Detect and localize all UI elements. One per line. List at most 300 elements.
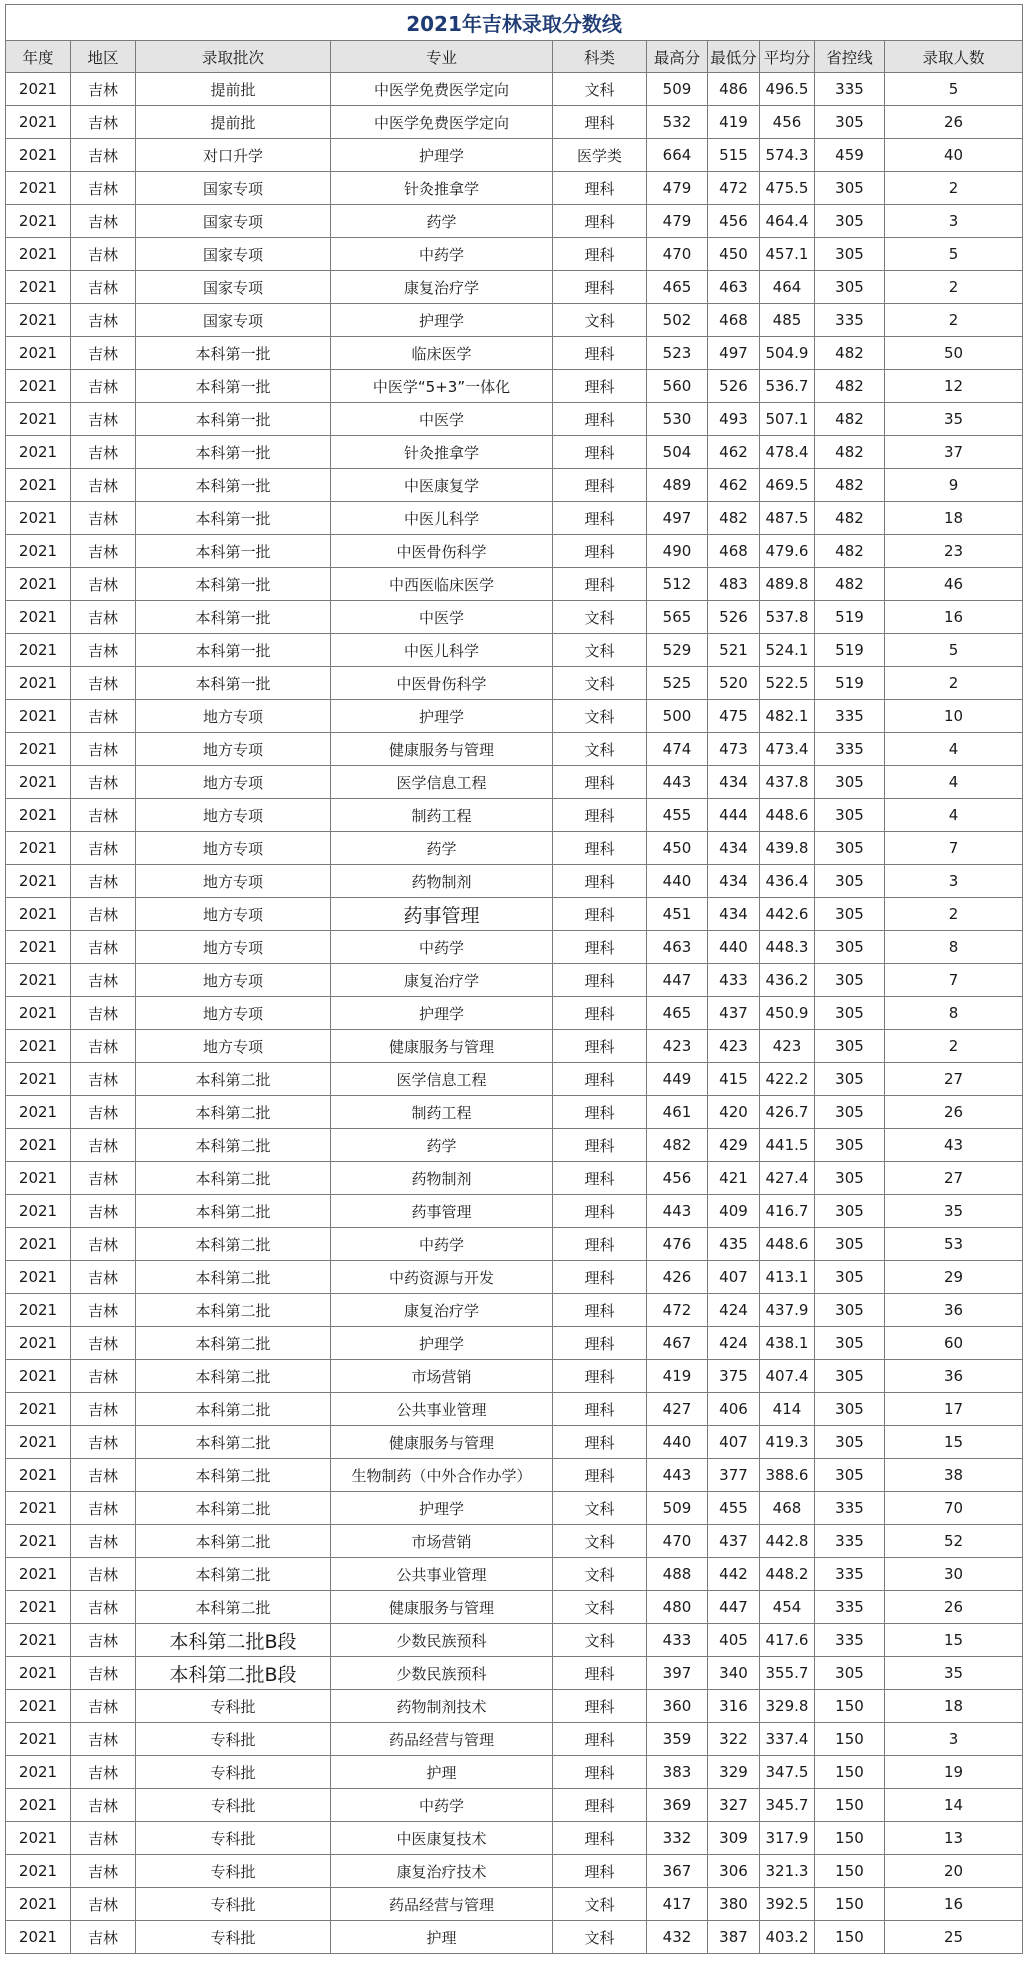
cell-batch: 本科第二批: [136, 1360, 331, 1393]
table-row: [6, 1162, 1023, 1195]
cell-batch: 本科第一批: [136, 337, 331, 370]
cell-avg-score: 478.4: [760, 436, 815, 469]
cell-year: 2021: [6, 799, 71, 832]
cell-max-score: 360: [647, 1690, 708, 1723]
cell-control-line: 482: [815, 469, 885, 502]
cell-year: 2021: [6, 106, 71, 139]
cell-enrolled-count: 37: [885, 436, 1023, 469]
cell-major: 制药工程: [331, 1096, 553, 1129]
table-row: [6, 568, 1023, 601]
cell-enrolled-count: 14: [885, 1789, 1023, 1822]
column-header-major: 专业: [331, 41, 553, 73]
cell-major: 药物制剂: [331, 1162, 553, 1195]
cell-enrolled-count: 35: [885, 1657, 1023, 1690]
column-header-region: 地区: [71, 41, 136, 73]
cell-major: 护理学: [331, 1492, 553, 1525]
cell-batch: 本科第二批B段: [136, 1624, 331, 1657]
cell-min-score: 405: [708, 1624, 760, 1657]
cell-category: 理科: [553, 403, 647, 436]
cell-region: 吉林: [71, 271, 136, 304]
cell-control-line: 150: [815, 1690, 885, 1723]
cell-avg-score: 450.9: [760, 997, 815, 1030]
cell-major: 药品经营与管理: [331, 1723, 553, 1756]
cell-control-line: 305: [815, 1162, 885, 1195]
table-row: [6, 964, 1023, 997]
cell-major: 制药工程: [331, 799, 553, 832]
cell-enrolled-count: 35: [885, 1195, 1023, 1228]
cell-enrolled-count: 5: [885, 634, 1023, 667]
cell-category: 文科: [553, 1624, 647, 1657]
cell-avg-score: 329.8: [760, 1690, 815, 1723]
table-row: [6, 1789, 1023, 1822]
cell-control-line: 305: [815, 799, 885, 832]
table-row: [6, 766, 1023, 799]
cell-control-line: 305: [815, 1030, 885, 1063]
cell-category: 理科: [553, 1030, 647, 1063]
column-header-category: 科类: [553, 41, 647, 73]
cell-min-score: 463: [708, 271, 760, 304]
cell-major: 药品经营与管理: [331, 1888, 553, 1921]
cell-category: 理科: [553, 1393, 647, 1426]
cell-batch: 国家专项: [136, 304, 331, 337]
cell-max-score: 509: [647, 1492, 708, 1525]
cell-major: 中医骨伤科学: [331, 535, 553, 568]
cell-batch: 国家专项: [136, 238, 331, 271]
cell-control-line: 305: [815, 238, 885, 271]
cell-batch: 对口升学: [136, 139, 331, 172]
table-row: [6, 1492, 1023, 1525]
cell-category: 理科: [553, 766, 647, 799]
cell-min-score: 482: [708, 502, 760, 535]
cell-category: 理科: [553, 535, 647, 568]
cell-avg-score: 388.6: [760, 1459, 815, 1492]
cell-batch: 本科第二批: [136, 1492, 331, 1525]
cell-year: 2021: [6, 634, 71, 667]
cell-max-score: 664: [647, 139, 708, 172]
table-row: [6, 1822, 1023, 1855]
cell-avg-score: 504.9: [760, 337, 815, 370]
cell-min-score: 421: [708, 1162, 760, 1195]
cell-control-line: 335: [815, 1624, 885, 1657]
cell-category: 文科: [553, 304, 647, 337]
cell-max-score: 523: [647, 337, 708, 370]
cell-max-score: 455: [647, 799, 708, 832]
cell-batch: 地方专项: [136, 799, 331, 832]
cell-min-score: 442: [708, 1558, 760, 1591]
cell-category: 文科: [553, 1921, 647, 1954]
cell-control-line: 305: [815, 1426, 885, 1459]
cell-max-score: 443: [647, 1195, 708, 1228]
cell-region: 吉林: [71, 1822, 136, 1855]
cell-category: 文科: [553, 1558, 647, 1591]
table-row: [6, 1195, 1023, 1228]
cell-region: 吉林: [71, 898, 136, 931]
cell-year: 2021: [6, 1822, 71, 1855]
cell-year: 2021: [6, 370, 71, 403]
cell-avg-score: 524.1: [760, 634, 815, 667]
cell-major: 康复治疗学: [331, 964, 553, 997]
cell-year: 2021: [6, 865, 71, 898]
cell-category: 理科: [553, 1426, 647, 1459]
cell-avg-score: 487.5: [760, 502, 815, 535]
table-row: [6, 1228, 1023, 1261]
cell-avg-score: 574.3: [760, 139, 815, 172]
cell-region: 吉林: [71, 1030, 136, 1063]
cell-region: 吉林: [71, 1723, 136, 1756]
cell-year: 2021: [6, 832, 71, 865]
column-header-enrolled-count: 录取人数: [885, 41, 1023, 73]
table-row: [6, 1855, 1023, 1888]
cell-year: 2021: [6, 1558, 71, 1591]
cell-region: 吉林: [71, 1459, 136, 1492]
table-row: [6, 1459, 1023, 1492]
cell-max-score: 560: [647, 370, 708, 403]
cell-enrolled-count: 2: [885, 172, 1023, 205]
cell-region: 吉林: [71, 832, 136, 865]
cell-batch: 地方专项: [136, 865, 331, 898]
cell-major: 中西医临床医学: [331, 568, 553, 601]
cell-major: 护理学: [331, 997, 553, 1030]
cell-control-line: 150: [815, 1855, 885, 1888]
cell-max-score: 467: [647, 1327, 708, 1360]
cell-year: 2021: [6, 436, 71, 469]
cell-major: 健康服务与管理: [331, 1426, 553, 1459]
cell-enrolled-count: 36: [885, 1294, 1023, 1327]
cell-min-score: 526: [708, 370, 760, 403]
cell-avg-score: 355.7: [760, 1657, 815, 1690]
cell-max-score: 500: [647, 700, 708, 733]
cell-year: 2021: [6, 205, 71, 238]
cell-batch: 地方专项: [136, 733, 331, 766]
cell-control-line: 335: [815, 304, 885, 337]
cell-enrolled-count: 38: [885, 1459, 1023, 1492]
cell-max-score: 479: [647, 172, 708, 205]
cell-region: 吉林: [71, 238, 136, 271]
cell-min-score: 380: [708, 1888, 760, 1921]
cell-category: 文科: [553, 1492, 647, 1525]
cell-batch: 本科第一批: [136, 469, 331, 502]
cell-category: 理科: [553, 997, 647, 1030]
cell-major: 医学信息工程: [331, 1063, 553, 1096]
cell-category: 理科: [553, 799, 647, 832]
cell-region: 吉林: [71, 1624, 136, 1657]
cell-batch: 本科第二批: [136, 1426, 331, 1459]
cell-year: 2021: [6, 1327, 71, 1360]
cell-year: 2021: [6, 898, 71, 931]
cell-major: 中医学免费医学定向: [331, 106, 553, 139]
cell-enrolled-count: 43: [885, 1129, 1023, 1162]
cell-enrolled-count: 15: [885, 1624, 1023, 1657]
cell-year: 2021: [6, 469, 71, 502]
cell-avg-score: 417.6: [760, 1624, 815, 1657]
cell-min-score: 377: [708, 1459, 760, 1492]
cell-enrolled-count: 7: [885, 832, 1023, 865]
cell-max-score: 451: [647, 898, 708, 931]
cell-year: 2021: [6, 1393, 71, 1426]
cell-batch: 专科批: [136, 1789, 331, 1822]
cell-min-score: 493: [708, 403, 760, 436]
cell-category: 理科: [553, 205, 647, 238]
cell-min-score: 433: [708, 964, 760, 997]
cell-year: 2021: [6, 172, 71, 205]
cell-major: 药学: [331, 205, 553, 238]
cell-batch: 专科批: [136, 1921, 331, 1954]
cell-year: 2021: [6, 667, 71, 700]
cell-control-line: 305: [815, 1228, 885, 1261]
cell-major: 市场营销: [331, 1525, 553, 1558]
cell-avg-score: 448.3: [760, 931, 815, 964]
cell-max-score: 397: [647, 1657, 708, 1690]
cell-batch: 专科批: [136, 1756, 331, 1789]
cell-batch: 地方专项: [136, 964, 331, 997]
cell-category: 理科: [553, 1789, 647, 1822]
table-row: [6, 700, 1023, 733]
cell-category: 文科: [553, 1591, 647, 1624]
cell-max-score: 502: [647, 304, 708, 337]
table-row: [6, 106, 1023, 139]
cell-control-line: 482: [815, 535, 885, 568]
cell-major: 少数民族预科: [331, 1624, 553, 1657]
cell-region: 吉林: [71, 601, 136, 634]
cell-avg-score: 345.7: [760, 1789, 815, 1822]
cell-avg-score: 469.5: [760, 469, 815, 502]
cell-max-score: 504: [647, 436, 708, 469]
cell-region: 吉林: [71, 73, 136, 106]
cell-region: 吉林: [71, 1789, 136, 1822]
cell-category: 文科: [553, 667, 647, 700]
cell-major: 护理学: [331, 700, 553, 733]
cell-min-score: 409: [708, 1195, 760, 1228]
cell-category: 理科: [553, 1723, 647, 1756]
cell-min-score: 327: [708, 1789, 760, 1822]
table-row: [6, 1096, 1023, 1129]
cell-avg-score: 522.5: [760, 667, 815, 700]
cell-major: 药物制剂技术: [331, 1690, 553, 1723]
cell-enrolled-count: 4: [885, 799, 1023, 832]
cell-avg-score: 485: [760, 304, 815, 337]
cell-avg-score: 403.2: [760, 1921, 815, 1954]
table-row: [6, 931, 1023, 964]
cell-avg-score: 537.8: [760, 601, 815, 634]
table-row: [6, 1426, 1023, 1459]
cell-control-line: 150: [815, 1789, 885, 1822]
table-row: [6, 271, 1023, 304]
cell-major: 护理: [331, 1756, 553, 1789]
cell-avg-score: 442.6: [760, 898, 815, 931]
cell-enrolled-count: 19: [885, 1756, 1023, 1789]
cell-control-line: 459: [815, 139, 885, 172]
cell-major: 中医康复学: [331, 469, 553, 502]
table-row: [6, 403, 1023, 436]
cell-year: 2021: [6, 1030, 71, 1063]
cell-enrolled-count: 2: [885, 898, 1023, 931]
cell-enrolled-count: 18: [885, 1690, 1023, 1723]
cell-year: 2021: [6, 1261, 71, 1294]
cell-max-score: 525: [647, 667, 708, 700]
cell-region: 吉林: [71, 1195, 136, 1228]
cell-min-score: 329: [708, 1756, 760, 1789]
cell-major: 中药学: [331, 931, 553, 964]
cell-control-line: 150: [815, 1822, 885, 1855]
cell-year: 2021: [6, 1195, 71, 1228]
table-row: [6, 1690, 1023, 1723]
cell-region: 吉林: [71, 1690, 136, 1723]
table-row: [6, 1591, 1023, 1624]
cell-control-line: 335: [815, 1525, 885, 1558]
cell-enrolled-count: 70: [885, 1492, 1023, 1525]
table-row: [6, 205, 1023, 238]
table-row: [6, 1327, 1023, 1360]
cell-max-score: 443: [647, 1459, 708, 1492]
admission-score-table: [5, 4, 1023, 1954]
cell-batch: 本科第一批: [136, 535, 331, 568]
cell-category: 理科: [553, 568, 647, 601]
table-row: [6, 337, 1023, 370]
cell-avg-score: 423: [760, 1030, 815, 1063]
cell-year: 2021: [6, 1789, 71, 1822]
cell-region: 吉林: [71, 1492, 136, 1525]
cell-year: 2021: [6, 1492, 71, 1525]
cell-avg-score: 437.8: [760, 766, 815, 799]
cell-max-score: 449: [647, 1063, 708, 1096]
cell-max-score: 417: [647, 1888, 708, 1921]
cell-min-score: 520: [708, 667, 760, 700]
cell-max-score: 332: [647, 1822, 708, 1855]
cell-year: 2021: [6, 1228, 71, 1261]
cell-major: 药事管理: [331, 1195, 553, 1228]
cell-enrolled-count: 30: [885, 1558, 1023, 1591]
cell-control-line: 305: [815, 931, 885, 964]
cell-enrolled-count: 5: [885, 73, 1023, 106]
cell-year: 2021: [6, 1756, 71, 1789]
cell-enrolled-count: 8: [885, 931, 1023, 964]
cell-max-score: 472: [647, 1294, 708, 1327]
cell-control-line: 305: [815, 997, 885, 1030]
cell-avg-score: 437.9: [760, 1294, 815, 1327]
cell-region: 吉林: [71, 634, 136, 667]
cell-region: 吉林: [71, 997, 136, 1030]
cell-year: 2021: [6, 337, 71, 370]
cell-batch: 本科第一批: [136, 634, 331, 667]
cell-avg-score: 321.3: [760, 1855, 815, 1888]
cell-avg-score: 317.9: [760, 1822, 815, 1855]
cell-max-score: 427: [647, 1393, 708, 1426]
cell-enrolled-count: 26: [885, 1096, 1023, 1129]
table-row: [6, 1030, 1023, 1063]
table-row: [6, 1294, 1023, 1327]
cell-category: 理科: [553, 1228, 647, 1261]
cell-batch: 地方专项: [136, 997, 331, 1030]
cell-category: 文科: [553, 1888, 647, 1921]
cell-region: 吉林: [71, 1426, 136, 1459]
cell-min-score: 340: [708, 1657, 760, 1690]
column-header-avg-score: 平均分: [760, 41, 815, 73]
cell-min-score: 437: [708, 1525, 760, 1558]
cell-major: 健康服务与管理: [331, 733, 553, 766]
cell-min-score: 429: [708, 1129, 760, 1162]
cell-avg-score: 479.6: [760, 535, 815, 568]
cell-region: 吉林: [71, 106, 136, 139]
cell-enrolled-count: 35: [885, 403, 1023, 436]
table-row: [6, 1888, 1023, 1921]
cell-max-score: 461: [647, 1096, 708, 1129]
cell-major: 中医学“5+3”一体化: [331, 370, 553, 403]
cell-avg-score: 507.1: [760, 403, 815, 436]
cell-batch: 国家专项: [136, 271, 331, 304]
cell-batch: 提前批: [136, 73, 331, 106]
cell-batch: 本科第二批: [136, 1591, 331, 1624]
cell-min-score: 450: [708, 238, 760, 271]
cell-avg-score: 448.6: [760, 1228, 815, 1261]
cell-max-score: 479: [647, 205, 708, 238]
cell-control-line: 519: [815, 601, 885, 634]
cell-major: 中药资源与开发: [331, 1261, 553, 1294]
cell-enrolled-count: 27: [885, 1063, 1023, 1096]
cell-min-score: 521: [708, 634, 760, 667]
cell-avg-score: 438.1: [760, 1327, 815, 1360]
cell-category: 理科: [553, 832, 647, 865]
cell-max-score: 359: [647, 1723, 708, 1756]
cell-enrolled-count: 10: [885, 700, 1023, 733]
table-row: [6, 139, 1023, 172]
cell-major: 药学: [331, 1129, 553, 1162]
cell-max-score: 530: [647, 403, 708, 436]
cell-region: 吉林: [71, 667, 136, 700]
cell-region: 吉林: [71, 304, 136, 337]
cell-category: 文科: [553, 700, 647, 733]
cell-category: 理科: [553, 865, 647, 898]
cell-enrolled-count: 46: [885, 568, 1023, 601]
cell-min-score: 447: [708, 1591, 760, 1624]
cell-max-score: 423: [647, 1030, 708, 1063]
cell-enrolled-count: 3: [885, 865, 1023, 898]
cell-avg-score: 441.5: [760, 1129, 815, 1162]
cell-max-score: 482: [647, 1129, 708, 1162]
table-row: [6, 535, 1023, 568]
cell-major: 公共事业管理: [331, 1558, 553, 1591]
table-row: [6, 1624, 1023, 1657]
cell-control-line: 305: [815, 1360, 885, 1393]
cell-year: 2021: [6, 733, 71, 766]
cell-control-line: 482: [815, 436, 885, 469]
cell-batch: 专科批: [136, 1888, 331, 1921]
cell-enrolled-count: 2: [885, 667, 1023, 700]
cell-min-score: 306: [708, 1855, 760, 1888]
cell-enrolled-count: 36: [885, 1360, 1023, 1393]
cell-region: 吉林: [71, 799, 136, 832]
cell-min-score: 406: [708, 1393, 760, 1426]
cell-max-score: 465: [647, 271, 708, 304]
cell-year: 2021: [6, 238, 71, 271]
cell-major: 药学: [331, 832, 553, 865]
cell-batch: 本科第二批: [136, 1393, 331, 1426]
cell-year: 2021: [6, 700, 71, 733]
cell-enrolled-count: 40: [885, 139, 1023, 172]
cell-region: 吉林: [71, 1558, 136, 1591]
cell-max-score: 465: [647, 997, 708, 1030]
cell-control-line: 335: [815, 700, 885, 733]
cell-year: 2021: [6, 1921, 71, 1954]
cell-avg-score: 475.5: [760, 172, 815, 205]
cell-region: 吉林: [71, 1261, 136, 1294]
cell-min-score: 455: [708, 1492, 760, 1525]
cell-max-score: 529: [647, 634, 708, 667]
cell-year: 2021: [6, 1162, 71, 1195]
cell-region: 吉林: [71, 1657, 136, 1690]
cell-avg-score: 448.2: [760, 1558, 815, 1591]
cell-year: 2021: [6, 1063, 71, 1096]
cell-enrolled-count: 7: [885, 964, 1023, 997]
